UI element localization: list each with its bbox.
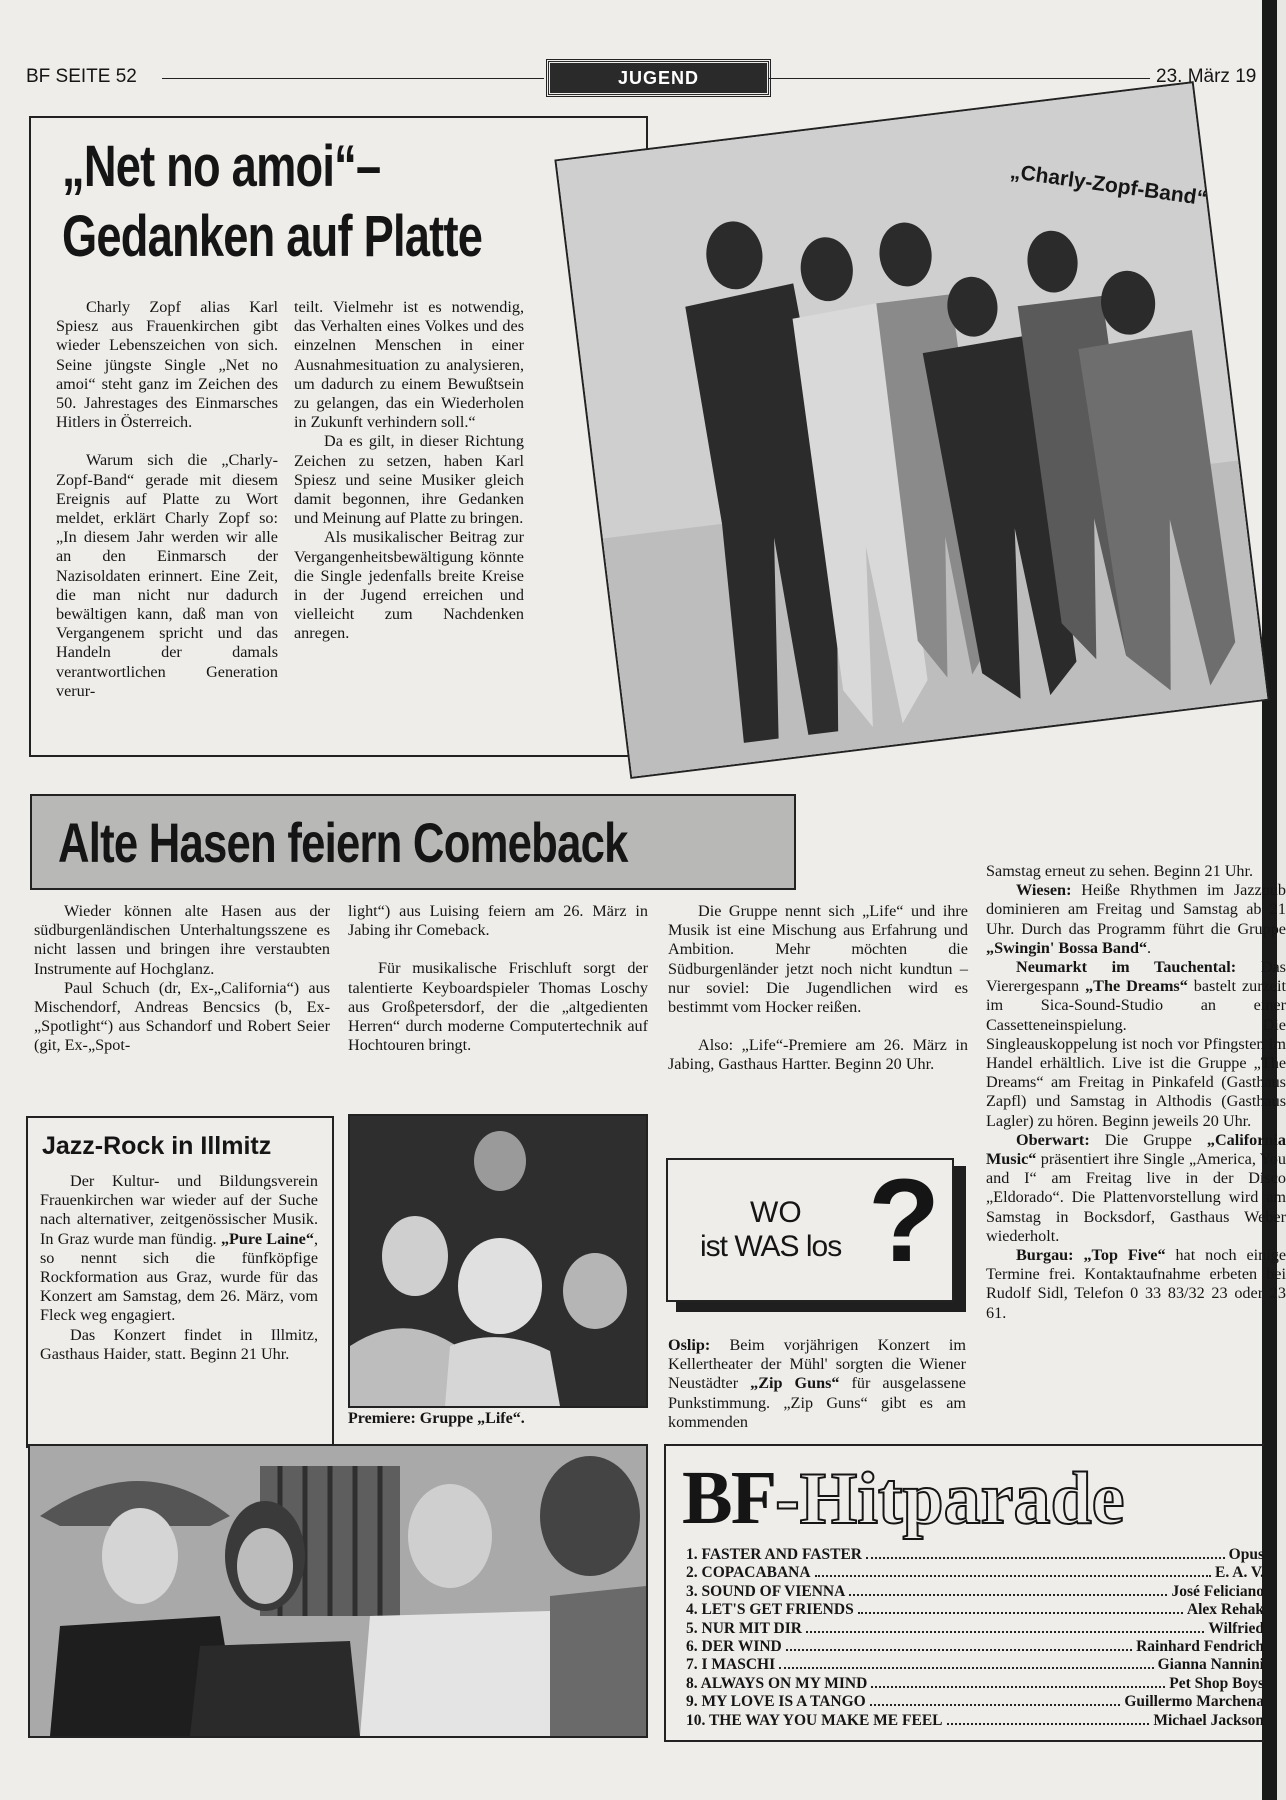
headline-line-2: Gedanken auf Platte <box>62 206 487 268</box>
hitparade-song: 4. LET'S GET FRIENDS <box>686 1601 854 1619</box>
event-oslip <box>668 1336 966 1432</box>
hitparade-entry <box>686 1638 1264 1656</box>
leader-dots <box>866 1546 1225 1559</box>
page-label: BF SEITE 52 <box>26 66 137 87</box>
hitparade-artist: Rainhard Fendrich <box>1136 1638 1264 1655</box>
event-place: Burgau: <box>1016 1246 1074 1265</box>
article-2-paragraph: Paul Schuch (dr, Ex-„California“) aus Mischendorf, Andreas Bencsics (b, Ex-„Spotlight“) aus Schandorf und Robert Seier (git, Ex-„Spot- <box>34 978 330 1055</box>
article-2-column-2 <box>348 902 648 1055</box>
comeback-headline: Alte Hasen feiern Comeback <box>58 811 628 874</box>
article-2-column-3 <box>668 902 968 1075</box>
events-column <box>986 862 1286 1428</box>
hitparade-entry <box>686 1693 1264 1711</box>
article-2-paragraph: Für musikalische Frischluft sorgt der talentierte Keyboardspieler Thomas Loschy aus Großpetersdorf, der die „altgedienten Herren“ durch moderne Computertechnik auf Hochtouren bringt. <box>348 959 648 1055</box>
event-place: Neumarkt im Tauchental: <box>1016 958 1237 977</box>
event-paragraph <box>668 1336 966 1432</box>
jazz-rock-title: Jazz-Rock in Illmitz <box>42 1132 272 1160</box>
hitparade-entry <box>686 1583 1264 1601</box>
article-2-paragraph: Die Gruppe nennt sich „Life“ und ihre Musik ist eine Mischung aus Erfahrung und Ambition. Mehr möchten die Südburgenländer jetzt noch nicht kundtun – nur soviel: Die Jugendlichen wird es bestimmt vom Hocker reißen. <box>668 902 968 1017</box>
hitparade-song: 3. SOUND OF VIENNA <box>686 1582 846 1600</box>
jazz-rock-text <box>40 1172 318 1364</box>
hitparade-list <box>686 1546 1264 1734</box>
hitparade-song: 6. DER WIND <box>686 1638 782 1655</box>
event-text: bastelt zurzeit im Sica-Sound-Studio an einer Cassetteneinspielung. Die Singleauskoppelung ist noch vor Pfingsten im Handel erhältlich. Live ist die Gruppe „The Dreams“ am Freitag in Pinkafeld (Gasthaus Zapfl) und Samstag in Althodis (Gasthaus Lagler) zu hören. Beginn jeweils 20 Uhr. <box>986 977 1286 1130</box>
event-paragraph: Samstag erneut zu sehen. Beginn 21 Uhr. <box>986 862 1254 880</box>
header-rule-right <box>768 78 1150 79</box>
article-1-column-2 <box>294 298 524 644</box>
hitparade-entry <box>686 1675 1264 1693</box>
jazz-text: Der Kultur- und Bildungsverein Frauenkirchen war wieder auf der Suche nach alternativer, zeitgenössischer Musik. In Graz wurde man fündig. <box>40 1172 318 1248</box>
jazz-rock-paragraph <box>40 1172 318 1326</box>
event-paragraph <box>986 881 1286 958</box>
event-paragraph <box>986 958 1286 1131</box>
hitparade-entry <box>686 1601 1264 1619</box>
leader-dots <box>947 1712 1150 1725</box>
article-1-paragraph: Warum sich die „Charly-Zopf-Band“ gerade mit diesem Ereignis auf Platte zu Wort meldet, erklärt Charly Zopf so: „In diesem Jahr werden wir alle an den Einmarsch der Nazisoldaten erinnert. Eine Zeit, die man nicht nur dadurch bewältigen kann, daß man von Vergangenem spricht und das Handeln der damals verantwortlichen Generation verur- <box>56 451 278 700</box>
event-text: . <box>1147 938 1152 957</box>
band-name: „Zip Guns“ <box>750 1374 840 1393</box>
hitparade-artist: E. A. V. <box>1215 1564 1264 1582</box>
event-text: Beim vorjährigen Konzert im Kellertheater der Mühl' sorgten die Wiener Neustädter <box>668 1336 966 1393</box>
band-photo-bottom <box>28 1444 648 1738</box>
hitparade-artist: Guillermo Marchena <box>1124 1693 1264 1711</box>
article-1-paragraph: teilt. Vielmehr ist es notwendig, das Verhalten eines Volkes und des einzelnen Menschen in einer Ausnahmesituation zu analysieren, um dadurch zu einem Bewußtsein zu gelangen, das ein Wiederholen in Zukunft verhindern soll.“ <box>294 298 524 432</box>
event-text: für ausgelassene Punkstimmung. „Zip Guns“ gibt es am kommenden <box>668 1374 966 1431</box>
band-name: „Swingin' Bossa Band“ <box>986 938 1148 957</box>
article-1-paragraph: Charly Zopf alias Karl Spiesz aus Frauenkirchen gibt wieder Lebenszeichen von sich. Seine jüngste Single „Net no amoi“ steht ganz im Zeichen des 50. Jahrestages des Einmarsches Hitlers in Österreich. <box>56 298 278 432</box>
headline-line-1: „Net no amoi“– <box>62 134 381 199</box>
event-text: Die Gruppe <box>1089 1130 1207 1149</box>
jazz-text: , so nennt sich die fünfköpfige Rockformation aus Graz, wurde für das Konzert am Samstag, dem 26. März, vom Fleck weg engagiert. <box>40 1229 318 1325</box>
event-text <box>1074 1246 1084 1264</box>
hitparade-title-bf: BF <box>682 1456 776 1540</box>
leader-dots <box>871 1675 1165 1688</box>
band-name: „Top Five“ <box>1083 1246 1166 1265</box>
article-2-paragraph: light“) aus Luising feiern am 26. März in Jabing ihr Comeback. <box>348 902 648 940</box>
hitparade-artist: Michael Jackson <box>1153 1711 1264 1729</box>
hitparade-song: 10. THE WAY YOU MAKE ME FEEL <box>686 1711 943 1729</box>
hitparade-artist: Wilfried <box>1208 1619 1264 1637</box>
band-photo-caption: „Charly-Zopf-Band“ <box>1008 160 1209 211</box>
event-text: Heiße Rhythmen im Jazzpub dominieren am Freitag und Samstag ab 21 Uhr. Durch das Programm führt die Gruppe <box>986 881 1286 938</box>
wo-line-2: ist WAS los <box>700 1230 842 1263</box>
leader-dots <box>815 1564 1211 1577</box>
hitparade-artist: Alex Rehak <box>1186 1601 1264 1619</box>
article-1-column-1 <box>56 298 278 701</box>
article-2-paragraph: Also: „Life“-Premiere am 26. März in Jabing, Gasthaus Hartter. Beginn 20 Uhr. <box>668 1036 968 1074</box>
event-paragraph <box>986 1131 1286 1246</box>
hitparade-song: 9. MY LOVE IS A TANGO <box>686 1693 866 1711</box>
jazz-rock-box <box>26 1116 334 1448</box>
hitparade-title-outline: -Hitparade <box>775 1458 1125 1540</box>
hitparade-artist: Gianna Nannini <box>1157 1656 1264 1674</box>
hitparade-box <box>664 1444 1264 1742</box>
hitparade-entry <box>686 1564 1264 1582</box>
article-2-paragraph: Wieder können alte Hasen aus der südburgenländischen Unterhaltungsszene es nicht lassen und bringen ihre verstaubten Instrumente auf Hochglanz. <box>34 902 330 978</box>
band-photo-bottom-figures <box>30 1446 646 1736</box>
question-mark-icon: ? <box>868 1155 941 1287</box>
hitparade-artist: José Feliciano <box>1171 1582 1264 1600</box>
life-photo-figures <box>350 1116 646 1406</box>
leader-dots <box>870 1693 1121 1706</box>
event-paragraph <box>986 1246 1286 1323</box>
hitparade-song: 7. I MASCHI <box>686 1656 776 1674</box>
band-name: „The Dreams“ <box>1085 977 1188 996</box>
hitparade-song: 5. NUR MIT DIR <box>686 1619 802 1637</box>
life-photo <box>348 1114 648 1408</box>
event-text: hat noch einige Termine frei. Kontaktaufnahme erbeten bei Rudolf Sidl, Telefon 0 33 83/32 23 oder 23 61. <box>986 1246 1286 1322</box>
hitparade-entry <box>686 1546 1264 1564</box>
hitparade-song: 8. ALWAYS ON MY MIND <box>686 1674 868 1692</box>
article-1-paragraph: Da es gilt, in dieser Richtung Zeichen zu setzen, haben Karl Spiesz und seine Musiker gleich damit begonnen, ihre Gedanken und Meinung auf Platte zu bringen. <box>294 432 524 528</box>
hitparade-entry <box>686 1656 1264 1674</box>
comeback-headline-box <box>30 794 796 890</box>
band-name: „California Music“ <box>986 1130 1286 1169</box>
leader-dots <box>779 1656 1153 1669</box>
hitparade-song: 1. FASTER AND FASTER <box>686 1546 862 1563</box>
header-rule-left <box>162 78 544 79</box>
issue-date: 23. März 19 <box>1156 66 1257 87</box>
article-2-column-1 <box>34 902 330 1056</box>
event-text: Das Vierergespann <box>986 958 1286 996</box>
article-1-paragraph: Als musikalischer Beitrag zur Vergangenheitsbewältigung könnte die Single jedenfalls breite Kreise in der Jugend erreichen und vielleicht zum Nachdenken anregen. <box>294 528 524 643</box>
event-place: Oslip: <box>668 1336 711 1354</box>
hitparade-entry <box>686 1620 1264 1638</box>
hitparade-artist: Pet Shop Boys <box>1169 1674 1264 1692</box>
jazz-rock-paragraph: Das Konzert findet in Illmitz, Gasthaus Haider, statt. Beginn 21 Uhr. <box>40 1325 318 1363</box>
band-name: „Pure Laine“ <box>220 1229 314 1248</box>
hitparade-artist: Opus <box>1228 1546 1264 1563</box>
hitparade-entry <box>686 1712 1264 1730</box>
wo-line-1: WO <box>750 1196 802 1229</box>
life-photo-caption: Premiere: Gruppe „Life“. <box>348 1410 525 1427</box>
leader-dots <box>786 1638 1132 1651</box>
leader-dots <box>806 1620 1204 1633</box>
wo-ist-was-los-box <box>666 1155 954 1302</box>
leader-dots <box>849 1583 1167 1596</box>
section-title: JUGEND <box>547 60 770 96</box>
event-place: Oberwart: <box>1016 1130 1090 1149</box>
event-text: präsentiert ihre Single „America, You and I“ am Freitag live in der Disco „Eldorado“. Die Plattenvorstellung wird am Samstag in Bocksdorf, Gasthaus Weber wiederholt. <box>986 1150 1286 1245</box>
leader-dots <box>858 1601 1183 1614</box>
hitparade-song: 2. COPACABANA <box>686 1564 811 1582</box>
event-place: Wiesen: <box>1016 881 1072 900</box>
